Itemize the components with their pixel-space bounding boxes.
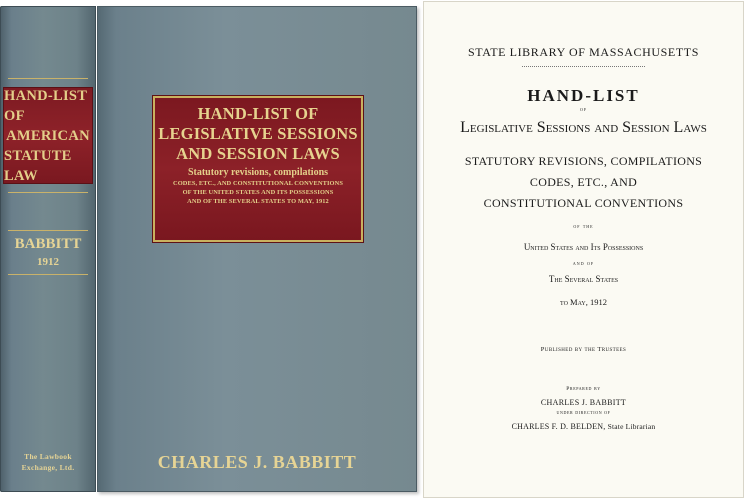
title-line-2: STATUTORY REVISIONS, COMPILATIONS xyxy=(464,154,703,168)
title-line-1: Legislative Sessions and Session Laws xyxy=(460,119,707,136)
spine-publisher-line-2: Exchange, Ltd. xyxy=(21,463,75,472)
cover-small-line-1: CODES, ETC., AND CONSTITUTIONAL CONVENTIONS xyxy=(173,180,343,187)
director-line xyxy=(424,422,743,431)
spine-rule xyxy=(8,274,88,275)
title-line-4: CONSTITUTIONAL CONVENTIONS xyxy=(483,196,684,210)
spine-author: BABBITT xyxy=(14,236,82,252)
cover-small-line-3: AND OF THE SEVERAL STATES TO MAY, 1912 xyxy=(187,198,329,205)
and-of-label: and of xyxy=(572,261,595,267)
published-line: Published by the Trustees xyxy=(540,346,627,353)
spine-title-line-2: AMERICAN xyxy=(6,127,90,144)
director-name: CHARLES F. D. BELDEN, xyxy=(511,422,606,431)
of-label: of xyxy=(579,107,588,113)
prepared-by-label: Prepared by xyxy=(566,386,601,392)
several-states-line: The Several States xyxy=(548,274,619,284)
spine-year: 1912 xyxy=(37,256,59,268)
of-the-label: of the xyxy=(573,224,594,230)
spine-rule xyxy=(8,230,88,231)
spine-title-line-1: HAND-LIST OF xyxy=(4,87,88,124)
spine-title-line-3: STATUTE LAW xyxy=(4,147,72,184)
cover-title-label xyxy=(155,98,361,240)
page-title: HAND-LIST xyxy=(527,86,640,105)
date-line: to May, 1912 xyxy=(560,297,607,307)
under-direction-label: under direction of xyxy=(556,410,611,416)
spine-title-label xyxy=(4,88,92,183)
dotted-rule xyxy=(522,66,645,67)
title-line-3: CODES, ETC., AND xyxy=(529,175,638,189)
cover-title-line-2: LEGISLATIVE SESSIONS xyxy=(158,124,358,143)
preparer-name: CHARLES J. BABBITT xyxy=(540,398,627,407)
united-states-line: United States and Its Possessions xyxy=(523,242,644,252)
spine-rule xyxy=(8,192,88,193)
title-page xyxy=(424,2,743,497)
spine-publisher-line-1: The Lawbook xyxy=(24,452,72,461)
book-front-cover xyxy=(97,6,417,492)
spine-rule xyxy=(8,78,88,79)
cover-subtitle: Statutory revisions, compilations xyxy=(187,167,329,178)
library-name: STATE LIBRARY OF MASSACHUSETTS xyxy=(468,45,699,59)
director-title: State Librarian xyxy=(607,422,656,431)
cover-author: CHARLES J. BABBITT xyxy=(157,452,357,472)
cover-title-line-3: AND SESSION LAWS xyxy=(176,144,340,163)
cover-title-line-1: HAND-LIST OF xyxy=(197,104,319,123)
cover-small-line-2: OF THE UNITED STATES AND ITS POSSESSIONS xyxy=(182,189,334,196)
book-spine xyxy=(0,6,96,492)
